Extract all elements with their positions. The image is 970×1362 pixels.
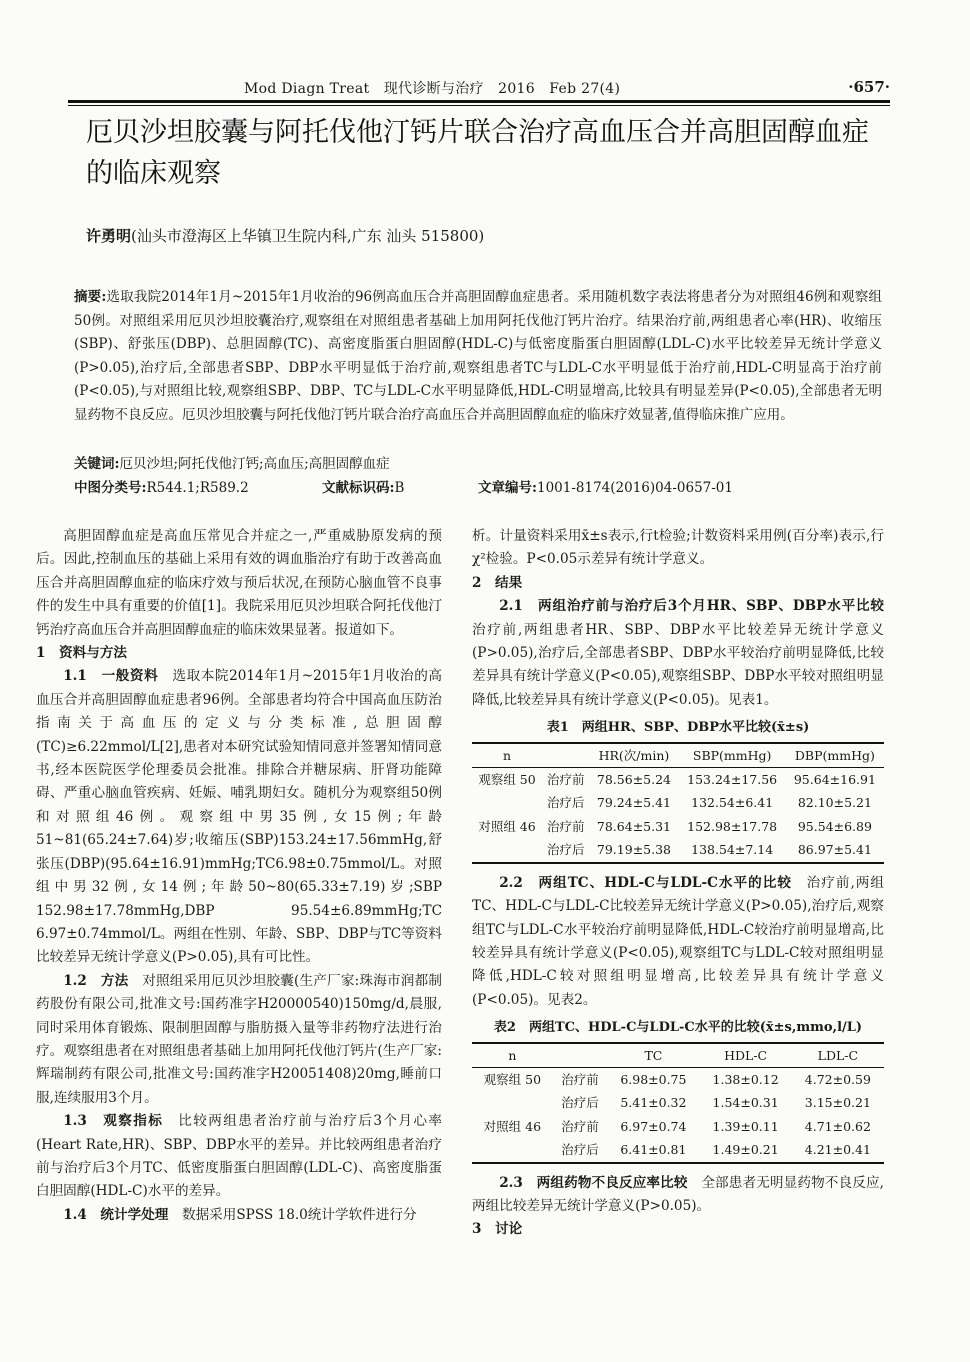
table-cell: 观察组 50 bbox=[478, 772, 536, 788]
table-cell: 对照组 46 bbox=[478, 818, 536, 834]
table-row bbox=[472, 768, 884, 792]
section-2-3 bbox=[472, 1172, 884, 1219]
table-row bbox=[472, 1138, 884, 1162]
table-cell: 78.56±5.24 bbox=[596, 772, 671, 788]
section-2-2 bbox=[472, 872, 884, 1012]
section-1-1-heading: 1.1 一般资料 bbox=[63, 668, 173, 685]
section-2-2-text: 治疗前,两组TC、HDL-C与LDL-C比较差异无统计学意义(P>0.05),治疗后,观察组TC与LDL-C水平较治疗前明显降低,HDL-C较治疗前明显增高,比较差异具有统计学意义(P<0.05),观察组TC与LDL-C较对照组明显降低,HDL-C较对照组明显增高,比较差异具有统计学意义(P<0.05)。见表2。 bbox=[472, 874, 884, 1008]
table-row bbox=[472, 815, 884, 838]
table-cell: 治疗后 bbox=[553, 1138, 608, 1162]
journal-running-title: Mod Diagn Treat 现代诊断与治疗 2016 Feb 27(4) bbox=[244, 81, 621, 97]
table-cell: 79.24±5.41 bbox=[596, 795, 671, 811]
document-code bbox=[322, 476, 404, 496]
article-number-label: 文章编号: bbox=[478, 480, 537, 496]
left-column bbox=[36, 525, 442, 1227]
table-row bbox=[472, 1115, 884, 1138]
section-2-1-text: 治疗前,两组患者HR、SBP、DBP水平比较差异无统计学意义(P>0.05),治疗后,全部患者SBP、DBP水平较治疗前明显降低,比较差异具有统计学意义(P<0.05),观察组SBP、DBP水平较对照组明显降低,比较差异具有统计学意义(P<0.05)。见表1。 bbox=[472, 621, 884, 708]
table-cell: 4.72±0.59 bbox=[804, 1071, 871, 1087]
table-cell: 79.19±5.38 bbox=[589, 838, 678, 862]
section-2-2-heading: 2.2 两组TC、HDL-C与LDL-C水平的比较 bbox=[499, 874, 807, 891]
abstract-text: 选取我院2014年1月~2015年1月收治的96例高血压合并高胆固醇血症患者。采用随机数字表法将患者分为对照组46例和观察组50例。对照组采用厄贝沙坦胶囊治疗,观察组在对照组患者基础上加用阿托伐他汀钙片治疗。结果治疗前,两组患者心率(HR)、收缩压(SBP)、舒张压(DBP)、总胆固醇(TC)、高密度脂蛋白胆固醇(HDL-C)与低密度脂蛋白胆固醇(LDL-C)水平比较差异无统计学意义(P>0.05),治疗后,全部患者SBP、DBP水平明显低于治疗前,观察组患者TC与LDL-C水平明显低于治疗前,HDL-C明显高于治疗前(P<0.05),与对照组比较,观察组SBP、DBP、TC与LDL-C水平明显降低,HDL-C明显增高,比较具有明显差异(P<0.05),全部患者无明显药物不良反应。厄贝沙坦胶囊与阿托伐他汀钙片联合治疗高血压合并高胆固醇血症的临床疗效显著,值得临床推广应用。 bbox=[74, 289, 883, 423]
table-cell: 治疗后 bbox=[542, 838, 589, 862]
table-cell: 4.71±0.62 bbox=[804, 1118, 871, 1134]
abstract-label: 摘要: bbox=[74, 289, 107, 305]
table-cell bbox=[472, 1091, 553, 1114]
section-2-heading: 2 结果 bbox=[472, 574, 523, 591]
table-cell: 1.38±0.12 bbox=[712, 1071, 779, 1087]
table-2-header: n bbox=[472, 1043, 553, 1068]
clc-label: 中图分类号: bbox=[74, 480, 147, 496]
table-1-header: n bbox=[472, 743, 542, 768]
table-cell: 观察组 50 bbox=[483, 1071, 542, 1087]
author-name: 许勇明 bbox=[86, 227, 132, 245]
table-cell: 治疗前 bbox=[546, 772, 585, 788]
section-2-3-heading: 2.3 两组药物不良反应率比较 bbox=[499, 1174, 702, 1191]
table-cell: 治疗前 bbox=[546, 818, 585, 834]
table-cell: 1.54±0.31 bbox=[712, 1095, 779, 1111]
table-1-caption: 表1 两组HR、SBP、DBP水平比较(x̄±s) bbox=[546, 720, 810, 736]
table-2-header: HDL-C bbox=[700, 1043, 792, 1068]
clc-value: R544.1;R589.2 bbox=[146, 480, 249, 496]
section-1-3 bbox=[36, 1110, 442, 1204]
keywords-text: 厄贝沙坦;阿托伐他汀钙;高血压;高胆固醇血症 bbox=[119, 456, 390, 472]
table-1-header bbox=[542, 743, 589, 768]
table-row bbox=[472, 791, 884, 814]
table-cell: 95.64±16.91 bbox=[793, 772, 876, 788]
section-3-heading: 3 讨论 bbox=[472, 1221, 523, 1238]
doc-code-label: 文献标识码: bbox=[322, 480, 395, 496]
table-2-caption: 表2 两组TC、HDL-C与LDL-C水平的比较(x̄±s,mmo,l/L) bbox=[493, 1020, 863, 1036]
table-cell: 153.24±17.56 bbox=[687, 772, 778, 788]
table-cell: 86.97±5.41 bbox=[786, 838, 884, 862]
table-cell: 对照组 46 bbox=[483, 1118, 542, 1134]
table-cell: 6.41±0.81 bbox=[607, 1138, 699, 1162]
table-row bbox=[472, 838, 884, 862]
section-1-1 bbox=[36, 665, 442, 969]
page-number: ·657· bbox=[848, 78, 890, 96]
table-1-header: SBP(mmHg) bbox=[679, 743, 786, 768]
right-column bbox=[472, 525, 898, 1242]
section-1-1-text: 选取本院2014年1月~2015年1月收治的高血压合并高胆固醇血症患者96例。全部患者均符合中国高血压防治指南关于高血压的定义与分类标准,总胆固醇(TC)≥6.22mmol/L[2],患者对本研究试验知情同意并签署知情同意书,经本医院医学伦理委员会批准。排除合并糖尿病、肝肾功能障碍、严重心脑血管疾病、妊娠、哺乳期妇女。随机分为观察组50例和对照组46例。观察组中男35例,女15例;年龄51~81(65.24±7.64)岁;收缩压(SBP)153.24±17.56mmHg,舒张压(DBP)(95.64±16.91)mmHg;TC6.98±0.75mmol/L。对照组中男32例,女14例;年龄50~80(65.33±7.19)岁;SBP 152.98±17.78mmHg,DBP 95.54±6.89mmHg;TC 6.97±0.74mmol/L。两组在性别、年龄、SBP、DBP与TC等资料比较差异无统计学意义(P>0.05),具有可比性。 bbox=[36, 668, 442, 966]
intro-paragraph: 高胆固醇血症是高血压常见合并症之一,严重威胁原发病的预后。因此,控制血压的基础上采用有效的调血脂治疗有助于改善高血压合并高胆固醇血症的临床疗效与预后状况,在预防心脑血管不良事件的发生中具有重要的价值[1]。我院采用厄贝沙坦联合阿托伐他汀钙治疗高血压合并高胆固醇血症的临床效果显著。报道如下。 bbox=[36, 528, 442, 638]
section-2-3-text: 全部患者无明显药物不良反应,两组比较差异无统计学意义(P>0.05)。 bbox=[472, 1174, 884, 1214]
table-cell: 4.21±0.41 bbox=[792, 1138, 884, 1162]
table-cell: 138.54±7.14 bbox=[679, 838, 786, 862]
section-1-heading: 1 资料与方法 bbox=[36, 645, 128, 662]
table-cell bbox=[472, 838, 542, 862]
table-2 bbox=[472, 1042, 884, 1164]
table-cell: 治疗后 bbox=[546, 795, 585, 811]
author-line bbox=[86, 225, 484, 246]
keywords bbox=[74, 452, 390, 472]
statistics-continued: 析。计量资料采用x̄±s表示,行t检验;计数资料采用例(百分率)表示,行χ²检验。P<0.05示差异有统计学意义。 bbox=[472, 528, 884, 568]
table-cell: 78.64±5.31 bbox=[596, 818, 671, 834]
table-1-header: HR(次/min) bbox=[589, 743, 678, 768]
table-cell bbox=[472, 791, 542, 814]
table-2-header bbox=[553, 1043, 608, 1068]
table-1 bbox=[472, 742, 884, 864]
table-row bbox=[472, 1091, 884, 1114]
table-cell: 1.39±0.11 bbox=[712, 1118, 779, 1134]
table-cell: 82.10±5.21 bbox=[797, 795, 872, 811]
abstract bbox=[74, 286, 882, 427]
section-2-1 bbox=[472, 595, 898, 712]
header-rule-thin bbox=[68, 105, 890, 106]
keywords-label: 关键词: bbox=[74, 456, 120, 472]
section-2-1-heading: 2.1 两组治疗前与治疗后3个月HR、SBP、DBP水平比较 bbox=[499, 598, 898, 615]
doc-code-value: B bbox=[394, 480, 405, 496]
table-2-header: TC bbox=[607, 1043, 699, 1068]
table-cell: 治疗后 bbox=[561, 1095, 599, 1111]
table-1-header: DBP(mmHg) bbox=[786, 743, 884, 768]
section-1-2 bbox=[36, 970, 442, 1110]
table-cell: 1.49±0.21 bbox=[700, 1138, 792, 1162]
table-cell: 6.97±0.74 bbox=[620, 1118, 687, 1134]
table-2-header: LDL-C bbox=[792, 1043, 884, 1068]
table-cell: 治疗前 bbox=[561, 1118, 599, 1134]
table-cell: 132.54±6.41 bbox=[691, 795, 774, 811]
table-cell: 95.54±6.89 bbox=[797, 818, 872, 834]
section-1-4 bbox=[36, 1204, 442, 1227]
table-cell: 5.41±0.32 bbox=[620, 1095, 687, 1111]
table-cell: 152.98±17.78 bbox=[687, 818, 778, 834]
author-affiliation: (汕头市澄海区上华镇卫生院内科,广东 汕头 515800) bbox=[131, 227, 485, 245]
section-1-4-heading: 1.4 统计学处理 bbox=[63, 1206, 182, 1223]
section-1-2-text: 对照组采用厄贝沙坦胶囊(生产厂家:珠海市润都制药股份有限公司,批准文号:国药准字H20000540)150mg/d,晨服,同时采用体育锻炼、限制胆固醇与脂肪摄入量等非药物疗法进行治疗。观察组患者在对照组患者基础上加用阿托伐他汀钙片(生产厂家:辉瑞制药有限公司,批准文号:国药准字H20051408)20mg,睡前口服,连续服用3个月。 bbox=[36, 972, 442, 1106]
header-rule-thick bbox=[68, 100, 890, 103]
table-cell bbox=[472, 1138, 553, 1162]
article-number-value: 1001-8174(2016)04-0657-01 bbox=[536, 480, 733, 496]
running-header bbox=[68, 76, 890, 102]
table-cell: 6.98±0.75 bbox=[620, 1071, 687, 1087]
section-1-3-text: 比较两组患者治疗前与治疗后3个月心率(Heart Rate,HR)、SBP、DBP水平的差异。并比较两组患者治疗前与治疗后3个月TC、低密度脂蛋白胆固醇(LDL-C)、高密度脂蛋白胆固醇(HDL-C)水平的差异。 bbox=[36, 1113, 442, 1200]
section-1-2-heading: 1.2 方法 bbox=[63, 972, 143, 989]
table-row bbox=[472, 1067, 884, 1091]
table-cell: 3.15±0.21 bbox=[804, 1095, 871, 1111]
section-1-3-heading: 1.3 观察指标 bbox=[63, 1113, 179, 1130]
section-1-4-text: 数据采用SPSS 18.0统计学软件进行分 bbox=[182, 1206, 417, 1223]
article-title: 厄贝沙坦胶囊与阿托伐他汀钙片联合治疗高血压合并高胆固醇血症的临床观察 bbox=[86, 117, 869, 189]
clc-number bbox=[74, 476, 249, 496]
table-cell: 治疗前 bbox=[561, 1071, 599, 1087]
article-number bbox=[478, 476, 733, 496]
